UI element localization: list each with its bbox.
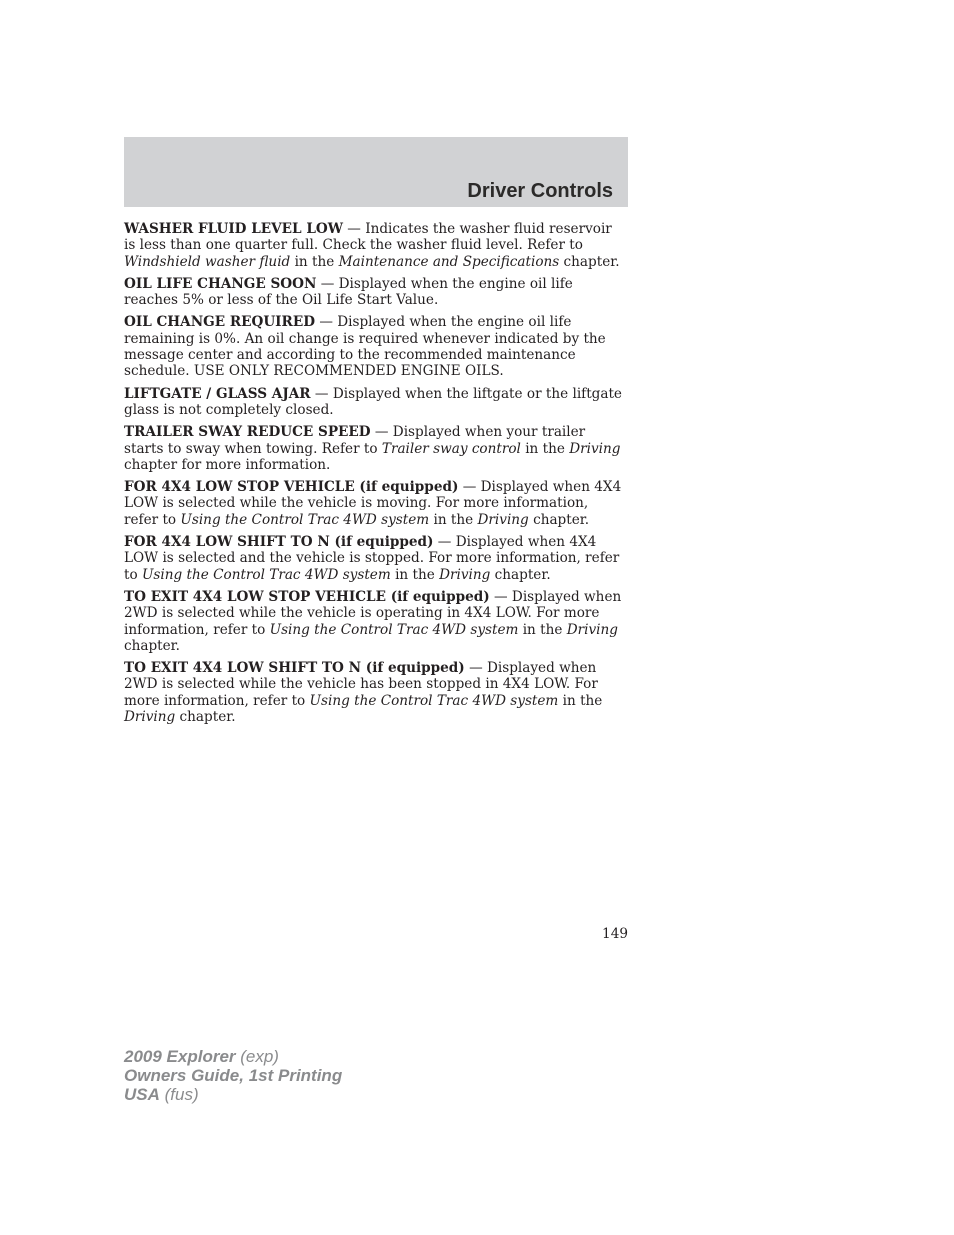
message-term: FOR 4X4 LOW SHIFT TO N (if equipped) [124, 534, 434, 551]
cross-reference: Using the Control Trac 4WD system [180, 511, 430, 528]
description-text: chapter. [124, 637, 181, 654]
description-text: chapter. [175, 709, 236, 726]
description-text: chapter. [528, 511, 590, 528]
footer-line-edition [124, 1066, 342, 1085]
message-description [124, 589, 624, 654]
cross-reference: Driving [477, 511, 529, 528]
cross-reference: Driving [439, 566, 491, 583]
cross-reference: Driving [124, 709, 176, 726]
description-text: — Displayed when the engine oil life remaining is 0%. An oil change is required whenever indicated by the message center and according to the recommended maintenance schedule. USE ONLY RECOMMENDED ENGINE OILS. [124, 314, 606, 380]
message-term: TO EXIT 4X4 LOW STOP VEHICLE (if equipped) [124, 588, 490, 605]
description-text: chapter for more information. [124, 456, 331, 473]
description-text: — Displayed when the liftgate or the liftgate glass is not completely closed. [124, 385, 622, 418]
cross-reference: Using the Control Trac 4WD system [141, 566, 391, 583]
cross-reference: Using the Control Trac 4WD system [309, 692, 559, 709]
description-text: chapter. [490, 566, 551, 583]
description-text: — Displayed when your trailer starts to sway when towing. Refer to [124, 424, 586, 457]
description-text: in the [558, 692, 603, 709]
message-description [124, 276, 624, 309]
footer-market-code: (fus) [159, 1085, 199, 1104]
cross-reference: Driving [566, 621, 618, 638]
message-term: OIL CHANGE REQUIRED [124, 314, 315, 331]
page-number: 149 [602, 926, 628, 942]
footer-market: USA [124, 1085, 160, 1104]
document-footer [124, 1047, 342, 1104]
message-description [124, 660, 624, 725]
cross-reference: Using the Control Trac 4WD system [269, 621, 519, 638]
message-description [124, 534, 624, 583]
cross-reference: Windshield washer fluid [124, 253, 291, 270]
description-text: in the [290, 253, 339, 270]
message-term: TO EXIT 4X4 LOW SHIFT TO N (if equipped) [124, 660, 465, 677]
description-text: in the [520, 440, 570, 457]
manual-content [124, 221, 624, 731]
section-title: Driver Controls [467, 180, 613, 202]
description-text: — Displayed when 2WD is selected while the vehicle has been stopped in 4X4 LOW. For more information, refer to [124, 660, 598, 709]
footer-line-model [124, 1047, 342, 1066]
description-text: in the [429, 511, 478, 528]
message-term: TRAILER SWAY REDUCE SPEED [124, 424, 371, 441]
footer-line-market [124, 1085, 342, 1104]
description-text: — Displayed when the engine oil life reaches 5% or less of the Oil Life Start Value. [124, 275, 573, 309]
footer-model-code: (exp) [235, 1047, 279, 1066]
message-term: WASHER FLUID LEVEL LOW [124, 221, 343, 237]
message-term: FOR 4X4 LOW STOP VEHICLE (if equipped) [124, 479, 459, 496]
message-description [124, 314, 624, 379]
message-term: LIFTGATE / GLASS AJAR [124, 385, 311, 402]
message-description [124, 424, 624, 473]
footer-edition: Owners Guide, 1st Printing [124, 1066, 343, 1085]
description-text: — Displayed when 4X4 LOW is selected and the vehicle is stopped. For more information, refer to [124, 534, 620, 583]
cross-reference: Maintenance and Specifications [338, 253, 560, 270]
description-text: — Indicates the washer fluid reservoir is less than one quarter full. Check the washer fluid level. Refer to [124, 221, 612, 254]
cross-reference: Driving [569, 440, 621, 457]
message-description [124, 479, 624, 528]
section-header-bar [124, 137, 628, 207]
message-term: OIL LIFE CHANGE SOON [124, 275, 317, 292]
description-text: — Displayed when 2WD is selected while the vehicle is operating in 4X4 LOW. For more information, refer to [124, 588, 622, 638]
cross-reference: Trailer sway control [381, 440, 521, 457]
message-description [124, 221, 624, 270]
description-text: chapter. [559, 253, 620, 270]
description-text: in the [518, 621, 567, 638]
footer-model-name: 2009 Explorer [124, 1047, 236, 1066]
description-text: — Displayed when 4X4 LOW is selected while the vehicle is moving. For more information, refer to [124, 479, 622, 528]
description-text: in the [390, 566, 440, 583]
message-description [124, 386, 624, 419]
